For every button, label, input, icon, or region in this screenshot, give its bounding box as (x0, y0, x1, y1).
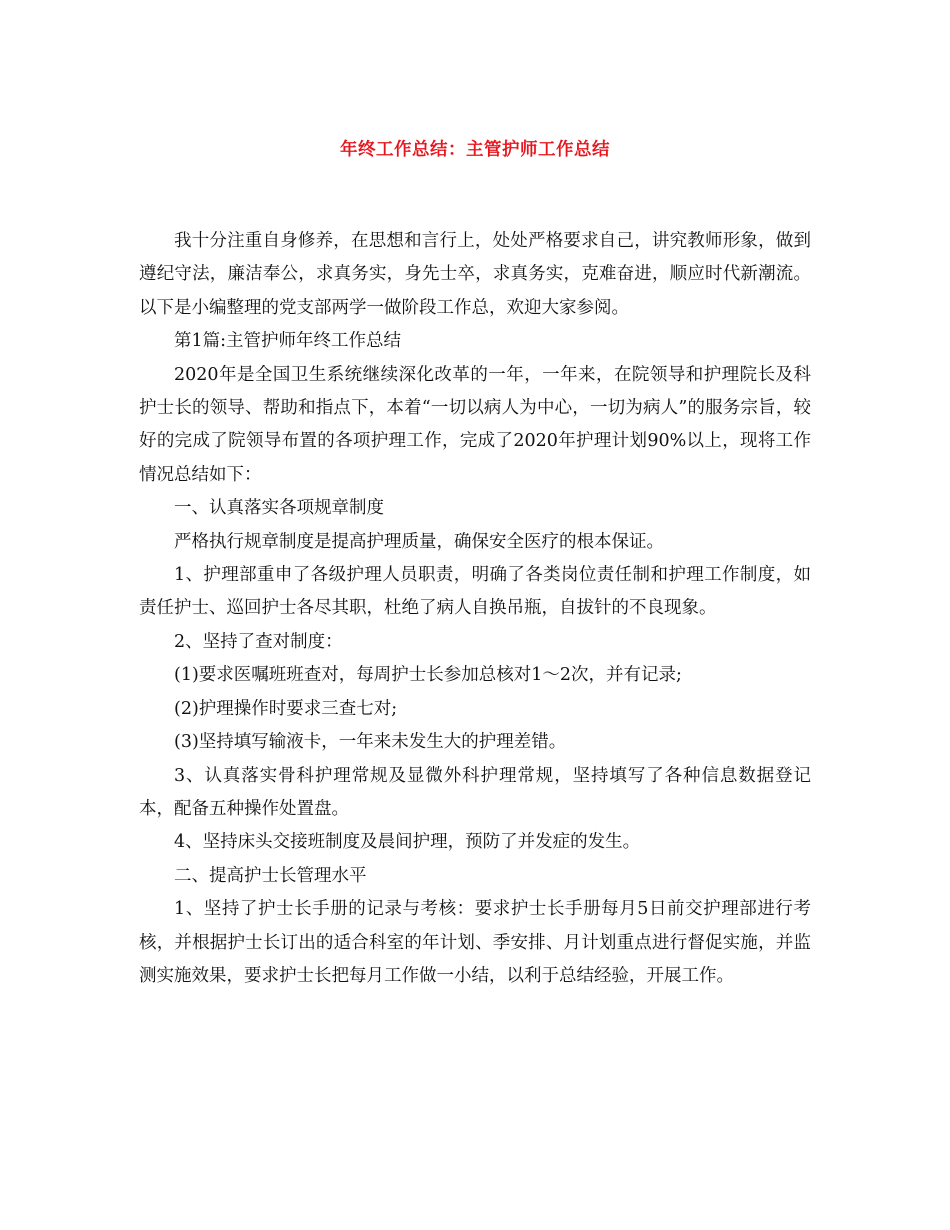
paragraph-item-3: 3、认真落实骨科护理常规及显微外科护理常规，坚持填写了各种信息数据登记本，配备五种操作处置盘。 (139, 765, 811, 819)
document-title: 年终工作总结：主管护师工作总结 (340, 140, 610, 160)
paragraph-section-heading: 第1篇:主管护师年终工作总结 (174, 331, 402, 352)
paragraph-subitem-1: (1)要求医嘱班班查对，每周护士长参加总核对1～2次，并有记录; (174, 665, 682, 686)
paragraph-overview: 2020年是全国卫生系统继续深化改革的一年，一年来，在院领导和护理院长及科护士长的领导、帮助和指点下，本着“一切以病人为中心，一切为病人”的服务宗旨，较好的完成了院领导布置的各项护理工作，完成了2020年护理计划90%以上，现将工作情况总结如下： (139, 364, 811, 485)
paragraph-heading-2: 二、提高护士长管理水平 (174, 865, 367, 886)
paragraph-item-4: 4、坚持床头交接班制度及晨间护理，预防了并发症的发生。 (174, 832, 641, 853)
paragraph-heading-1: 一、认真落实各项规章制度 (174, 498, 384, 519)
document-body (139, 225, 811, 993)
paragraph-subitem-3: (3)坚持填写输液卡，一年来未发生大的护理差错。 (174, 732, 567, 753)
paragraph-intro: 我十分注重自身修养，在思想和言行上，处处严格要求自己，讲究教师形象，做到遵纪守法，廉洁奉公，求真务实，身先士卒，求真务实，克难奋进，顺应时代新潮流。以下是小编整理的党支部两学一做阶段工作总，欢迎大家参阅。 (139, 231, 811, 318)
paragraph-item-1: 1、护理部重申了各级护理人员职责，明确了各类岗位责任制和护理工作制度，如责任护士、巡回护士各尽其职，杜绝了病人自换吊瓶，自拔针的不良现象。 (139, 565, 811, 619)
paragraph-subitem-2: (2)护理操作时要求三查七对; (174, 698, 398, 719)
paragraph-item-5: 1、坚持了护士长手册的记录与考核：要求护士长手册每月5日前交护理部进行考核，并根据护士长订出的适合科室的年计划、季安排、月计划重点进行督促实施，并监测实施效果，要求护士长把每月工作做一小结，以利于总结经验，开展工作。 (139, 899, 811, 986)
paragraph-item-2: 2、坚持了查对制度： (174, 631, 343, 652)
paragraph-rules: 严格执行规章制度是提高护理质量，确保安全医疗的根本保证。 (174, 531, 664, 552)
